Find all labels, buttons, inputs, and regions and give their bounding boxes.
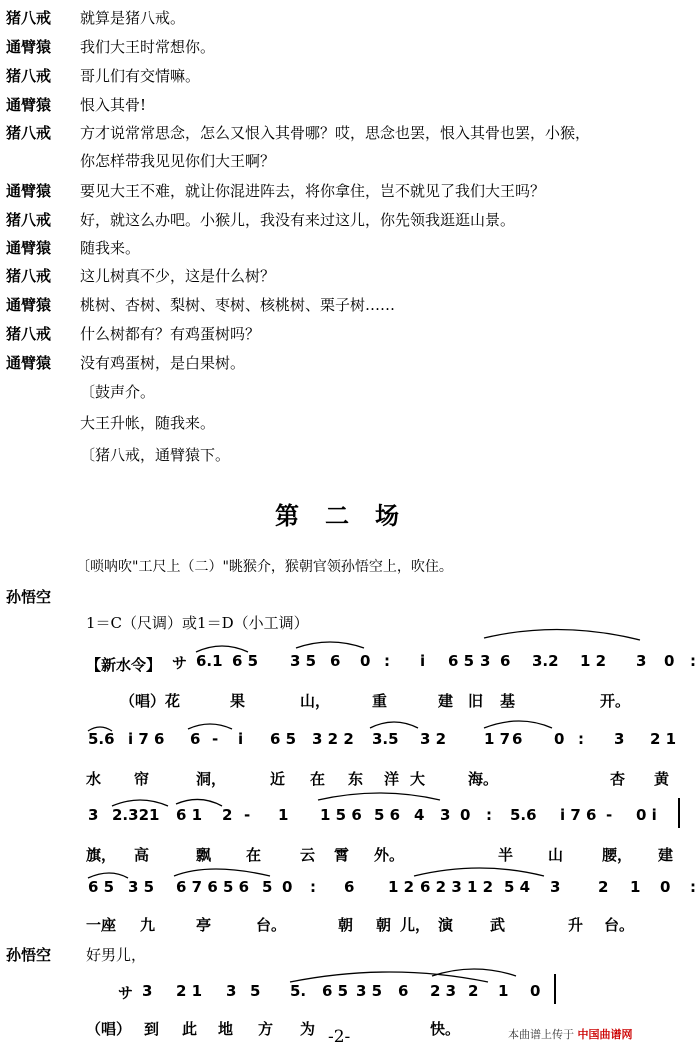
note: 6 [512,730,523,748]
lyric: 旧 [468,692,484,710]
lyric: 基 [500,692,516,710]
note: 2 3 [430,982,457,1000]
note: 6.1 [196,652,223,670]
speaker: 猪八戒 [6,9,52,27]
note: 3 2 2 [312,730,354,748]
lyric: 海。 [468,770,499,788]
note: 3 5 [128,878,155,896]
note: 3 [142,982,153,1000]
lyric: 旗， [86,846,117,864]
note: 3 [550,878,561,896]
speaker: 猪八戒 [6,325,52,343]
lyric: 朝 [338,916,354,934]
note: 5 [250,982,261,1000]
line-text: 好，就这么办吧。小猴儿，我没有来过这儿，你先领我逛逛山景。 [80,211,516,229]
note: 6 5 [448,652,475,670]
watermark-text: 本曲谱上传于 [508,1028,574,1041]
note: 3 [226,982,237,1000]
lyric: 近 [270,770,286,788]
lyric: 东 [348,770,364,788]
slur-arc [174,869,270,876]
lyric: 地 [218,1020,234,1038]
lyric: 洞， [196,770,227,788]
line-text: 哥儿们有交情嘛。 [80,67,201,85]
note: 1 [630,878,641,896]
speaker: 通臂猿 [6,296,52,314]
note: 3 2 [420,730,447,748]
note: 5 [262,878,273,896]
note: 6 [190,730,201,748]
lyric: 山 [548,846,564,864]
stage-direction: 〔猪八戒，通臂猿下。 [80,446,231,464]
note: 5.6 [510,806,537,824]
speaker: 通臂猿 [6,96,52,114]
note: 4 [414,806,425,824]
note: : [690,652,696,670]
note: 3.2 [532,652,559,670]
note: 3 5 [290,652,317,670]
scene-title: 第二场 [275,501,425,530]
line-text: 要见大王不难，就让你混进阵去，将你拿住，岂不就见了我们大王吗？ [80,182,546,200]
lyric: 大 [410,770,426,788]
speaker: 通臂猿 [6,182,52,200]
line-text: 方才说常常思念，怎么又恨入其骨哪？哎，思念也罢，恨入其骨也罢，小猴， [80,124,591,142]
note: 6 5 [88,878,115,896]
note: i 7 6 [128,730,165,748]
key-signature: 1＝C（尺调）或1＝D（小工调） [86,614,309,632]
line-text: 恨入其骨! [80,96,147,114]
note: 0 [282,878,293,896]
note: : [486,806,492,824]
lyric: 水 [86,770,102,788]
watermark [508,1026,633,1042]
lyric: 朝 [376,916,392,934]
lyric: （唱）花 [120,692,181,710]
note: 5. [290,982,307,1000]
lyric: 果 [230,692,246,710]
note: 3 [88,806,99,824]
note: 3 [440,806,451,824]
note: 5.6 [88,730,115,748]
lyric: 台。 [604,916,635,934]
stage-direction: 大王升帐，随我来。 [80,414,216,432]
note: 2 1 [176,982,203,1000]
lyric: 杏 [610,770,626,788]
lyric: 黄 [654,770,670,788]
note: 6 [344,878,355,896]
note: 5 6 [374,806,401,824]
note: 1 5 6 [320,806,362,824]
lyric: 演 [438,916,454,934]
slur-arc [290,972,488,982]
role-label: 孙悟空 [6,946,52,964]
lyric: 帘 [134,770,150,788]
lyric: 建 [658,846,674,864]
line-text: 没有鸡蛋树，是白果树。 [80,354,246,372]
slur-arc [296,642,364,648]
lyric: 半 [498,846,514,864]
note: 0 [460,806,471,824]
role-label: 孙悟空 [6,588,52,606]
note: 0 [360,652,371,670]
line-text: 桃树、杏树、梨树、枣树、核桃树、栗子树…… [80,296,396,314]
lyric: 腰， [602,846,633,864]
lyric: （唱） [86,1020,132,1038]
lyric: 外。 [374,846,405,864]
lyric: 建 [438,692,454,710]
note: i 7 6 [560,806,597,824]
note: - [606,806,613,824]
line-text: 你怎样带我见见你们大王啊？ [80,152,276,170]
note: 6 [398,982,409,1000]
note: 5 4 [504,878,531,896]
note: サ [118,984,134,1002]
note: 0 [660,878,671,896]
lyric: 在 [246,846,262,864]
note: 6 1 [176,806,203,824]
note: 2 [468,982,479,1000]
watermark-brand: 中国曲谱网 [577,1028,633,1041]
note: 6 [500,652,511,670]
slur-arc [88,727,112,731]
note: - [244,806,251,824]
slur-arc [196,646,248,652]
note: : [690,878,696,896]
speaker: 猪八戒 [6,67,52,85]
slur-arc [318,793,440,800]
note: 6 5 [322,982,349,1000]
note: 2.321 [112,806,160,824]
note: サ [172,654,188,672]
line-text: 我们大王时常想你。 [80,38,216,56]
note: 6 2 3 1 2 [420,878,494,896]
lyric: 重 [372,692,388,710]
note: 6 5 [270,730,297,748]
slur-arc [414,868,544,876]
lyric: 武 [490,916,506,934]
stage-direction: 〔鼓声介。 [80,383,156,401]
note: 0 [554,730,565,748]
speaker: 猪八戒 [6,124,52,142]
note: 6 7 6 5 6 [176,878,250,896]
note: 2 1 [650,730,677,748]
lyric: 在 [310,770,326,788]
lyric: 到 [144,1020,160,1038]
qupai-label: 【新水令】 [86,656,162,674]
page-number: -2- [328,1027,351,1047]
note: : [578,730,584,748]
lyric: 亭 [196,916,212,934]
note: 3 [480,652,491,670]
lyric: 飘 [196,846,212,864]
line-text: 这儿树真不少，这是什么树？ [80,267,276,285]
speaker: 猪八戒 [6,211,52,229]
slur-arc [112,800,168,806]
lyric: 山， [300,692,331,710]
lyric: 开。 [600,692,631,710]
note: 6 [330,652,341,670]
note: 1 7 [484,730,511,748]
lyric: 儿， [400,916,431,934]
note: i [420,652,426,670]
lyric: 台。 [256,916,287,934]
note: 0 [530,982,541,1000]
note: 1 2 [388,878,415,896]
lyric: 方 [258,1020,274,1038]
note: 2 [598,878,609,896]
note: 6 5 [232,652,259,670]
note: : [384,652,390,670]
note: 1 [278,806,289,824]
line-text: 什么树都有？有鸡蛋树吗？ [80,325,261,343]
note: : [310,878,316,896]
scene-intro: 〔唢呐吹"工尺上（二）"眺猴介，猴朝官领孙悟空上，吹住。 [76,559,453,575]
speaker: 通臂猿 [6,38,52,56]
speaker: 猪八戒 [6,267,52,285]
role-line: 好男儿， [86,946,147,964]
lyric: 升 [568,916,584,934]
slur-arc [88,873,128,878]
slur-arc [188,724,232,729]
note: 0 i [636,806,657,824]
note: 0 [664,652,675,670]
note: 1 [498,982,509,1000]
slur-arc [176,799,222,806]
lyric: 霄 [334,846,350,864]
note: 3 [614,730,625,748]
note: 2 [222,806,233,824]
slur-arc [484,721,552,728]
note: 3 [636,652,647,670]
note: i [238,730,244,748]
lyric: 此 [182,1020,198,1038]
speaker: 通臂猿 [6,239,52,257]
lyric: 九 [140,916,156,934]
note: 3 5 [356,982,383,1000]
note: 1 2 [580,652,607,670]
slur-arc [370,722,418,728]
lyric: 云 [300,846,316,864]
lyric: 一座 [86,916,117,934]
line-text: 就算是猪八戒。 [80,9,186,27]
lyric: 洋 [384,770,400,788]
note: 3.5 [372,730,399,748]
slur-arc [484,629,640,640]
speaker: 通臂猿 [6,354,52,372]
lyric: 快。 [430,1020,461,1038]
note: - [212,730,219,748]
line-text: 随我来。 [80,239,141,257]
lyric: 为 [300,1020,316,1038]
lyric: 高 [134,846,150,864]
